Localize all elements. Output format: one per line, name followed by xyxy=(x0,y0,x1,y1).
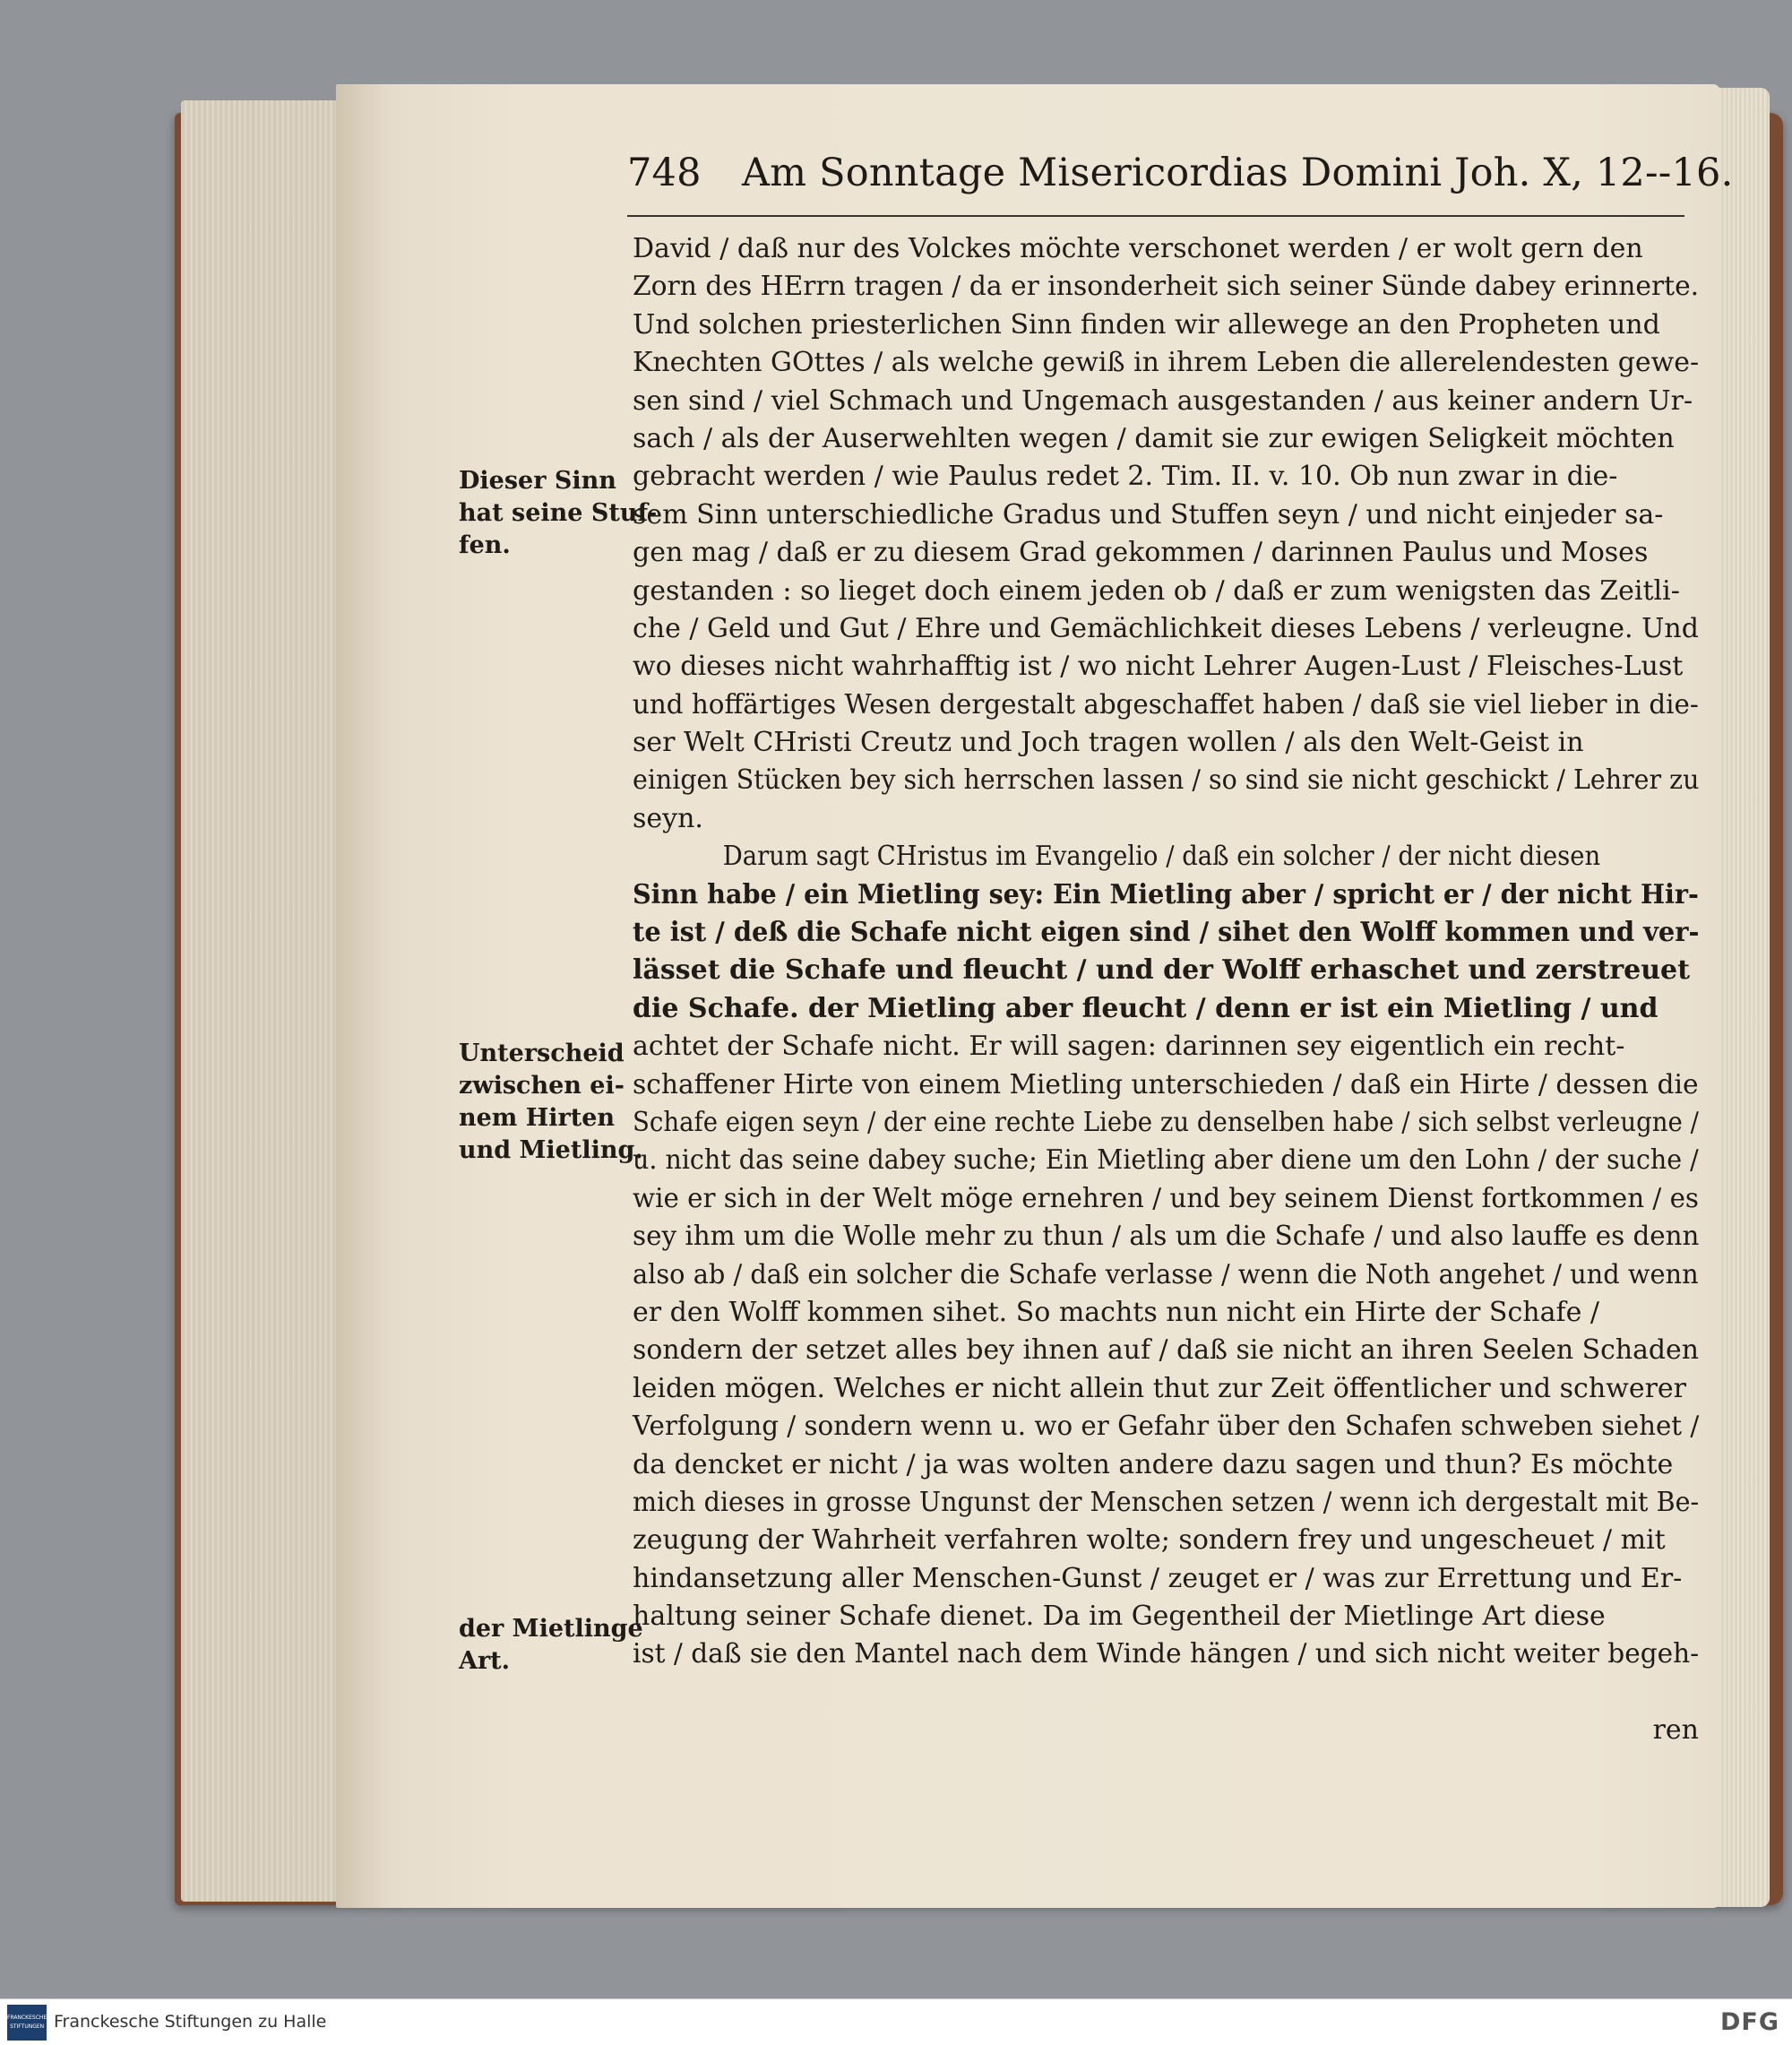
text-line: er den Wolff kommen sihet. So machts nun nicht ein Hirte der Schafe / xyxy=(633,1296,1599,1328)
text-line: Und solchen priesterlichen Sinn finden wir allewege an den Propheten und xyxy=(633,308,1660,341)
text-line: und hoffärtiges Wesen dergestalt abgeschaffet haben / daß sie viel lieber in die- xyxy=(633,688,1699,720)
margin-note-line: der Mietlinge xyxy=(459,1615,643,1643)
text-line: sem Sinn unterschiedliche Gradus und Stuffen seyn / und nicht einjeder sa- xyxy=(633,498,1664,531)
text-line: gestanden : so lieget doch einem jeden ob / daß er zum wenigsten das Zeitli- xyxy=(633,574,1680,607)
text-line: ser Welt CHristi Creutz und Joch tragen wollen / als den Welt-Geist in xyxy=(633,727,1584,759)
text-line: che / Geld und Gut / Ehre und Gemächlichkeit dieses Lebens / verleugne. Und xyxy=(633,612,1699,644)
text-line: leiden mögen. Welches er nicht allein thut zur Zeit öffentlicher und schwerer xyxy=(633,1372,1687,1404)
margin-note-line: Unterscheid xyxy=(459,1040,625,1067)
margin-note-line: zwischen ei- xyxy=(459,1072,625,1100)
institution-link[interactable]: Franckesche Stiftungen zu Halle xyxy=(54,2012,327,2032)
text-line: sach / als der Auserwehlten wegen / damit sie zur ewigen Seligkeit möchten xyxy=(633,422,1675,454)
text-line: gen mag / daß er zu diesem Grad gekommen / darinnen Paulus und Moses xyxy=(633,537,1649,569)
text-line: mich dieses in grosse Ungunst der Menschen setzen / wenn ich dergestalt mit Be- xyxy=(633,1486,1700,1518)
text-line: gebracht werden / wie Paulus redet 2. Tim. II. v. 10. Ob nun zwar in die- xyxy=(633,461,1618,493)
text-line: Darum sagt CHristus im Evangelio / daß ein solcher / der nicht diesen xyxy=(722,841,1601,873)
text-line: sondern der setzet alles bey ihnen auf / daß sie nicht an ihren Seelen Schaden xyxy=(633,1334,1699,1367)
header-rule xyxy=(627,215,1684,217)
page-edges-left xyxy=(181,100,351,1902)
margin-note-line: nem Hirten xyxy=(459,1104,616,1132)
text-line: u. nicht das seine dabey suche; Ein Mietling aber diene um den Lohn / der suche / xyxy=(633,1144,1699,1177)
logo-text: FRANCKESCHE STIFTUNGEN xyxy=(7,2014,47,2030)
text-line: Knechten GOttes / als welche gewiß in ihrem Leben die allerelendesten gewe- xyxy=(633,347,1700,379)
text-line: wie er sich in der Welt möge ernehren / und bey seinem Dienst fortkommen / es xyxy=(633,1182,1699,1214)
text-line: hindansetzung aller Menschen-Gunst / zeuget er / was zur Errettung und Er- xyxy=(633,1562,1683,1594)
body-text xyxy=(633,230,1699,1750)
margin-note-line: und Mietling. xyxy=(459,1136,643,1164)
text-line: Zorn des HErrn tragen / da er insonderheit sich seiner Sünde dabey erinnerte. xyxy=(633,271,1700,303)
margin-note-line: Art. xyxy=(459,1647,511,1675)
text-line: da dencket er nicht / ja was wolten andere dazu sagen und thun? Es möchte xyxy=(633,1448,1674,1480)
text-line xyxy=(633,1674,1699,1712)
text-line: schaffener Hirte von einem Mietling unterschieden / daß ein Hirte / dessen die xyxy=(633,1068,1699,1100)
page-number: 748 xyxy=(627,151,702,195)
dfg-logo[interactable]: DFG xyxy=(1719,2008,1779,2036)
text-line: achtet der Schafe nicht. Er will sagen: darinnen sey eigentlich ein recht- xyxy=(633,1031,1625,1063)
text-line: Verfolgung / sondern wenn u. wo er Gefahr über den Schafen schweben siehet / xyxy=(633,1411,1700,1443)
text-line: sey ihm um die Wolle mehr zu thun / als um die Schafe / und also lauffe es denn xyxy=(633,1221,1700,1253)
text-line: haltung seiner Schafe dienet. Da im Gegentheil der Mietlinge Art diese xyxy=(633,1601,1606,1633)
running-title: Am Sonntage Misericordias Domini Joh. X, 12--16. xyxy=(742,151,1734,195)
text-line: die Schafe. der Mietling aber fleucht / denn er ist ein Mietling / und xyxy=(633,992,1658,1024)
margin-note-line: fen. xyxy=(459,531,511,559)
text-line: lässet die Schafe und fleucht / und der Wolff erhaschet und zerstreuet xyxy=(633,954,1691,987)
page-edges-right xyxy=(1716,88,1770,1907)
margin-note-line: hat seine Stuf- xyxy=(459,499,658,527)
catchword: ren xyxy=(1652,1714,1699,1747)
margin-note-mietlinge-art xyxy=(459,1613,643,1678)
text-line: ist / daß sie den Mantel nach dem Winde hängen / und sich nicht weiter begeh- xyxy=(633,1638,1700,1670)
text-line: sen sind / viel Schmach und Ungemach ausgestanden / aus keiner andern Ur- xyxy=(633,384,1693,417)
text-line: einigen Stücken bey sich herrschen lassen / so sind sie nicht geschickt / Lehrer zu xyxy=(633,764,1700,797)
page-header xyxy=(627,143,1734,206)
margin-note-stufen xyxy=(459,465,657,562)
text-line: Sinn habe / ein Mietling sey: Ein Mietling aber / spricht er / der nicht Hir- xyxy=(633,878,1699,910)
margin-note-line: Dieser Sinn xyxy=(459,467,616,495)
text-line: seyn. xyxy=(633,802,703,834)
text-line: wo dieses nicht wahrhafftig ist / wo nicht Lehrer Augen-Lust / Fleisches-Lust xyxy=(633,651,1684,683)
text-line: also ab / daß ein solcher die Schafe verlasse / wenn die Noth angehet / und wenn xyxy=(633,1258,1699,1290)
franckesche-logo-icon[interactable] xyxy=(7,2005,47,2041)
text-line: Schafe eigen seyn / der eine rechte Liebe zu denselben habe / sich selbst verleugne / xyxy=(633,1106,1699,1138)
viewer-footer xyxy=(0,1998,1792,2045)
margin-note-unterscheid xyxy=(459,1038,643,1167)
text-line: te ist / deß die Schafe nicht eigen sind / sihet den Wolff kommen und ver- xyxy=(633,917,1700,949)
text-line: David / daß nur des Volckes möchte verschonet werden / er wolt gern den xyxy=(633,233,1643,264)
text-line: zeugung der Wahrheit verfahren wolte; sondern frey und ungescheuet / mit xyxy=(633,1524,1666,1557)
